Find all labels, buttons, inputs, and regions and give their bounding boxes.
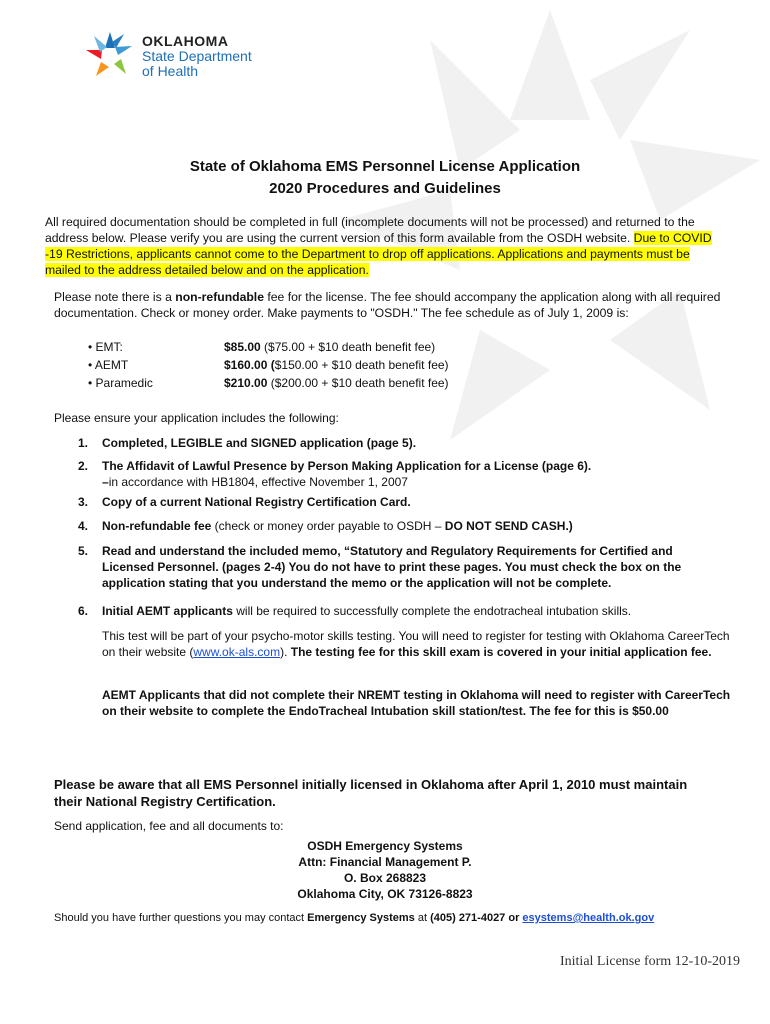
item-text: Read and understand the included memo, “Statutory and Regulatory Requirements for Certified and Licensed Personnel. (pages 2-4) You do not have to print these pages. You must check the box on the application stating that you understand the memo or the application will not be complete. — [102, 544, 682, 590]
checklist-item-4 — [78, 518, 728, 534]
contact-dept: Emergency Systems — [307, 912, 415, 924]
ok-als-link[interactable]: www.ok-als.com — [193, 645, 281, 659]
address-line: Attn: Financial Management P. — [298, 855, 472, 869]
address-line: OSDH Emergency Systems — [307, 839, 463, 853]
document-subtitle: 2020 Procedures and Guidelines — [269, 180, 501, 197]
non-refundable-text: non-refundable — [175, 290, 264, 304]
item-text: Copy of a current National Registry Certification Card. — [102, 495, 411, 509]
item-number: 5. — [78, 544, 89, 558]
item-text: Non-refundable fee — [102, 519, 212, 533]
item-number: 3. — [78, 495, 89, 509]
registry-notice: Please be aware that all EMS Personnel initially licensed in Oklahoma after April 1, 2010 must maintain their National Registry Certification. — [54, 777, 688, 809]
test-text-bold: The testing fee for this skill exam is covered in your initial application fee. — [290, 645, 712, 659]
contact-phone: (405) 271-4027 or — [430, 912, 523, 924]
test-paragraph — [102, 628, 732, 660]
logo-state-department: State Department — [142, 47, 252, 64]
form-version-footer: Initial License form 12-10-2019 — [559, 954, 740, 969]
fee-level: • AEMT — [88, 358, 129, 372]
covid-highlight-notice: Due to COVID -19 Restrictions, applicants cannot come to the Department to drop off applications. Applications and payments must be mailed to the address detailed below and on the application. — [45, 231, 712, 277]
item-number: 6. — [78, 604, 89, 618]
fee-note-paragraph — [54, 289, 724, 321]
checklist-item-5 — [78, 543, 728, 591]
checklist-item-2-note — [102, 474, 732, 490]
intro-paragraph — [45, 214, 725, 278]
aemt-paragraph: AEMT Applicants that did not complete their NREMT testing in Oklahoma will need to register with CareerTech on their website to complete the EndoTracheal Intubation skill station/test. The fee for this is $50.00 — [102, 688, 731, 718]
item-text: Completed, LEGIBLE and SIGNED application (page 5). — [102, 436, 417, 450]
address-line: Oklahoma City, OK 73126-8823 — [297, 887, 473, 901]
checklist-item-1 — [78, 435, 728, 451]
intro-text: All required documentation should be completed in full (incomplete documents will not be processed) and returned to the address below. Please verify you are using the current version of this form available from the OSDH website. — [45, 215, 695, 245]
fee-level: • Paramedic — [88, 376, 153, 390]
contact-line — [54, 910, 654, 926]
item-number: 2. — [78, 459, 89, 473]
fee-amount: $210.00 — [224, 376, 268, 390]
test-text: This test will be part of your psycho-motor skills testing. You will need to register for testing with Oklahoma CareerTech on their website ( — [102, 629, 730, 659]
fee-row-paramedic — [88, 374, 449, 392]
osdh-star-logo-icon — [82, 28, 138, 84]
test-text-2: ). — [280, 645, 291, 659]
item-text-2: will be required to successfully complete the endotracheal intubation skills. — [232, 604, 632, 618]
fee-amount: $85.00 — [224, 340, 261, 354]
logo-oklahoma: OKLAHOMA — [142, 32, 229, 49]
item-text: The Affidavit of Lawful Presence by Person Making Application for a License (page 6). — [102, 459, 592, 473]
contact-text: Should you have further questions you may contact — [54, 912, 308, 924]
checklist-item-2 — [78, 458, 728, 474]
fee-row-emt — [88, 338, 449, 356]
mailing-address — [0, 838, 770, 902]
item-text-2: (check or money order payable to OSDH – — [211, 519, 445, 533]
fee-note-text-2: fee for the license. The fee should accompany the application along with all required documentation. Check or money order. Make payments to "OSDH." The fee schedule as of July 1, 2009 is: — [54, 290, 721, 320]
send-instructions: Send application, fee and all documents to: — [54, 819, 284, 833]
checklist-item-6 — [78, 603, 728, 619]
item-note-text: in accordance with HB1804, effective November 1, 2007 — [108, 475, 408, 489]
fee-amount: $160.00 ( — [224, 358, 275, 372]
logo-of-health: of Health — [142, 62, 199, 79]
item-number: 4. — [78, 519, 89, 533]
item-text-3: DO NOT SEND CASH.) — [444, 519, 573, 533]
fee-detail: ($200.00 + $10 death benefit fee) — [267, 376, 449, 390]
address-line: O. Box 268823 — [343, 871, 427, 885]
fee-detail: ($75.00 + $10 death benefit fee) — [260, 340, 436, 354]
checklist-intro: Please ensure your application includes the following: — [54, 411, 339, 425]
document-title: State of Oklahoma EMS Personnel License Application — [189, 158, 581, 175]
contact-text-2: at — [414, 912, 431, 924]
fee-schedule — [88, 338, 449, 392]
item-text: Initial AEMT applicants — [102, 604, 233, 618]
fee-detail: $150.00 + $10 death benefit fee) — [274, 358, 449, 372]
fee-level: • EMT: — [88, 340, 123, 354]
dash: – — [102, 475, 109, 489]
checklist-item-3 — [78, 494, 728, 510]
item-number: 1. — [78, 436, 89, 450]
email-link[interactable]: esystems@health.ok.gov — [522, 912, 655, 924]
fee-note-text: Please note there is a — [54, 290, 176, 304]
osdh-logo — [82, 28, 252, 84]
fee-row-aemt — [88, 356, 449, 374]
